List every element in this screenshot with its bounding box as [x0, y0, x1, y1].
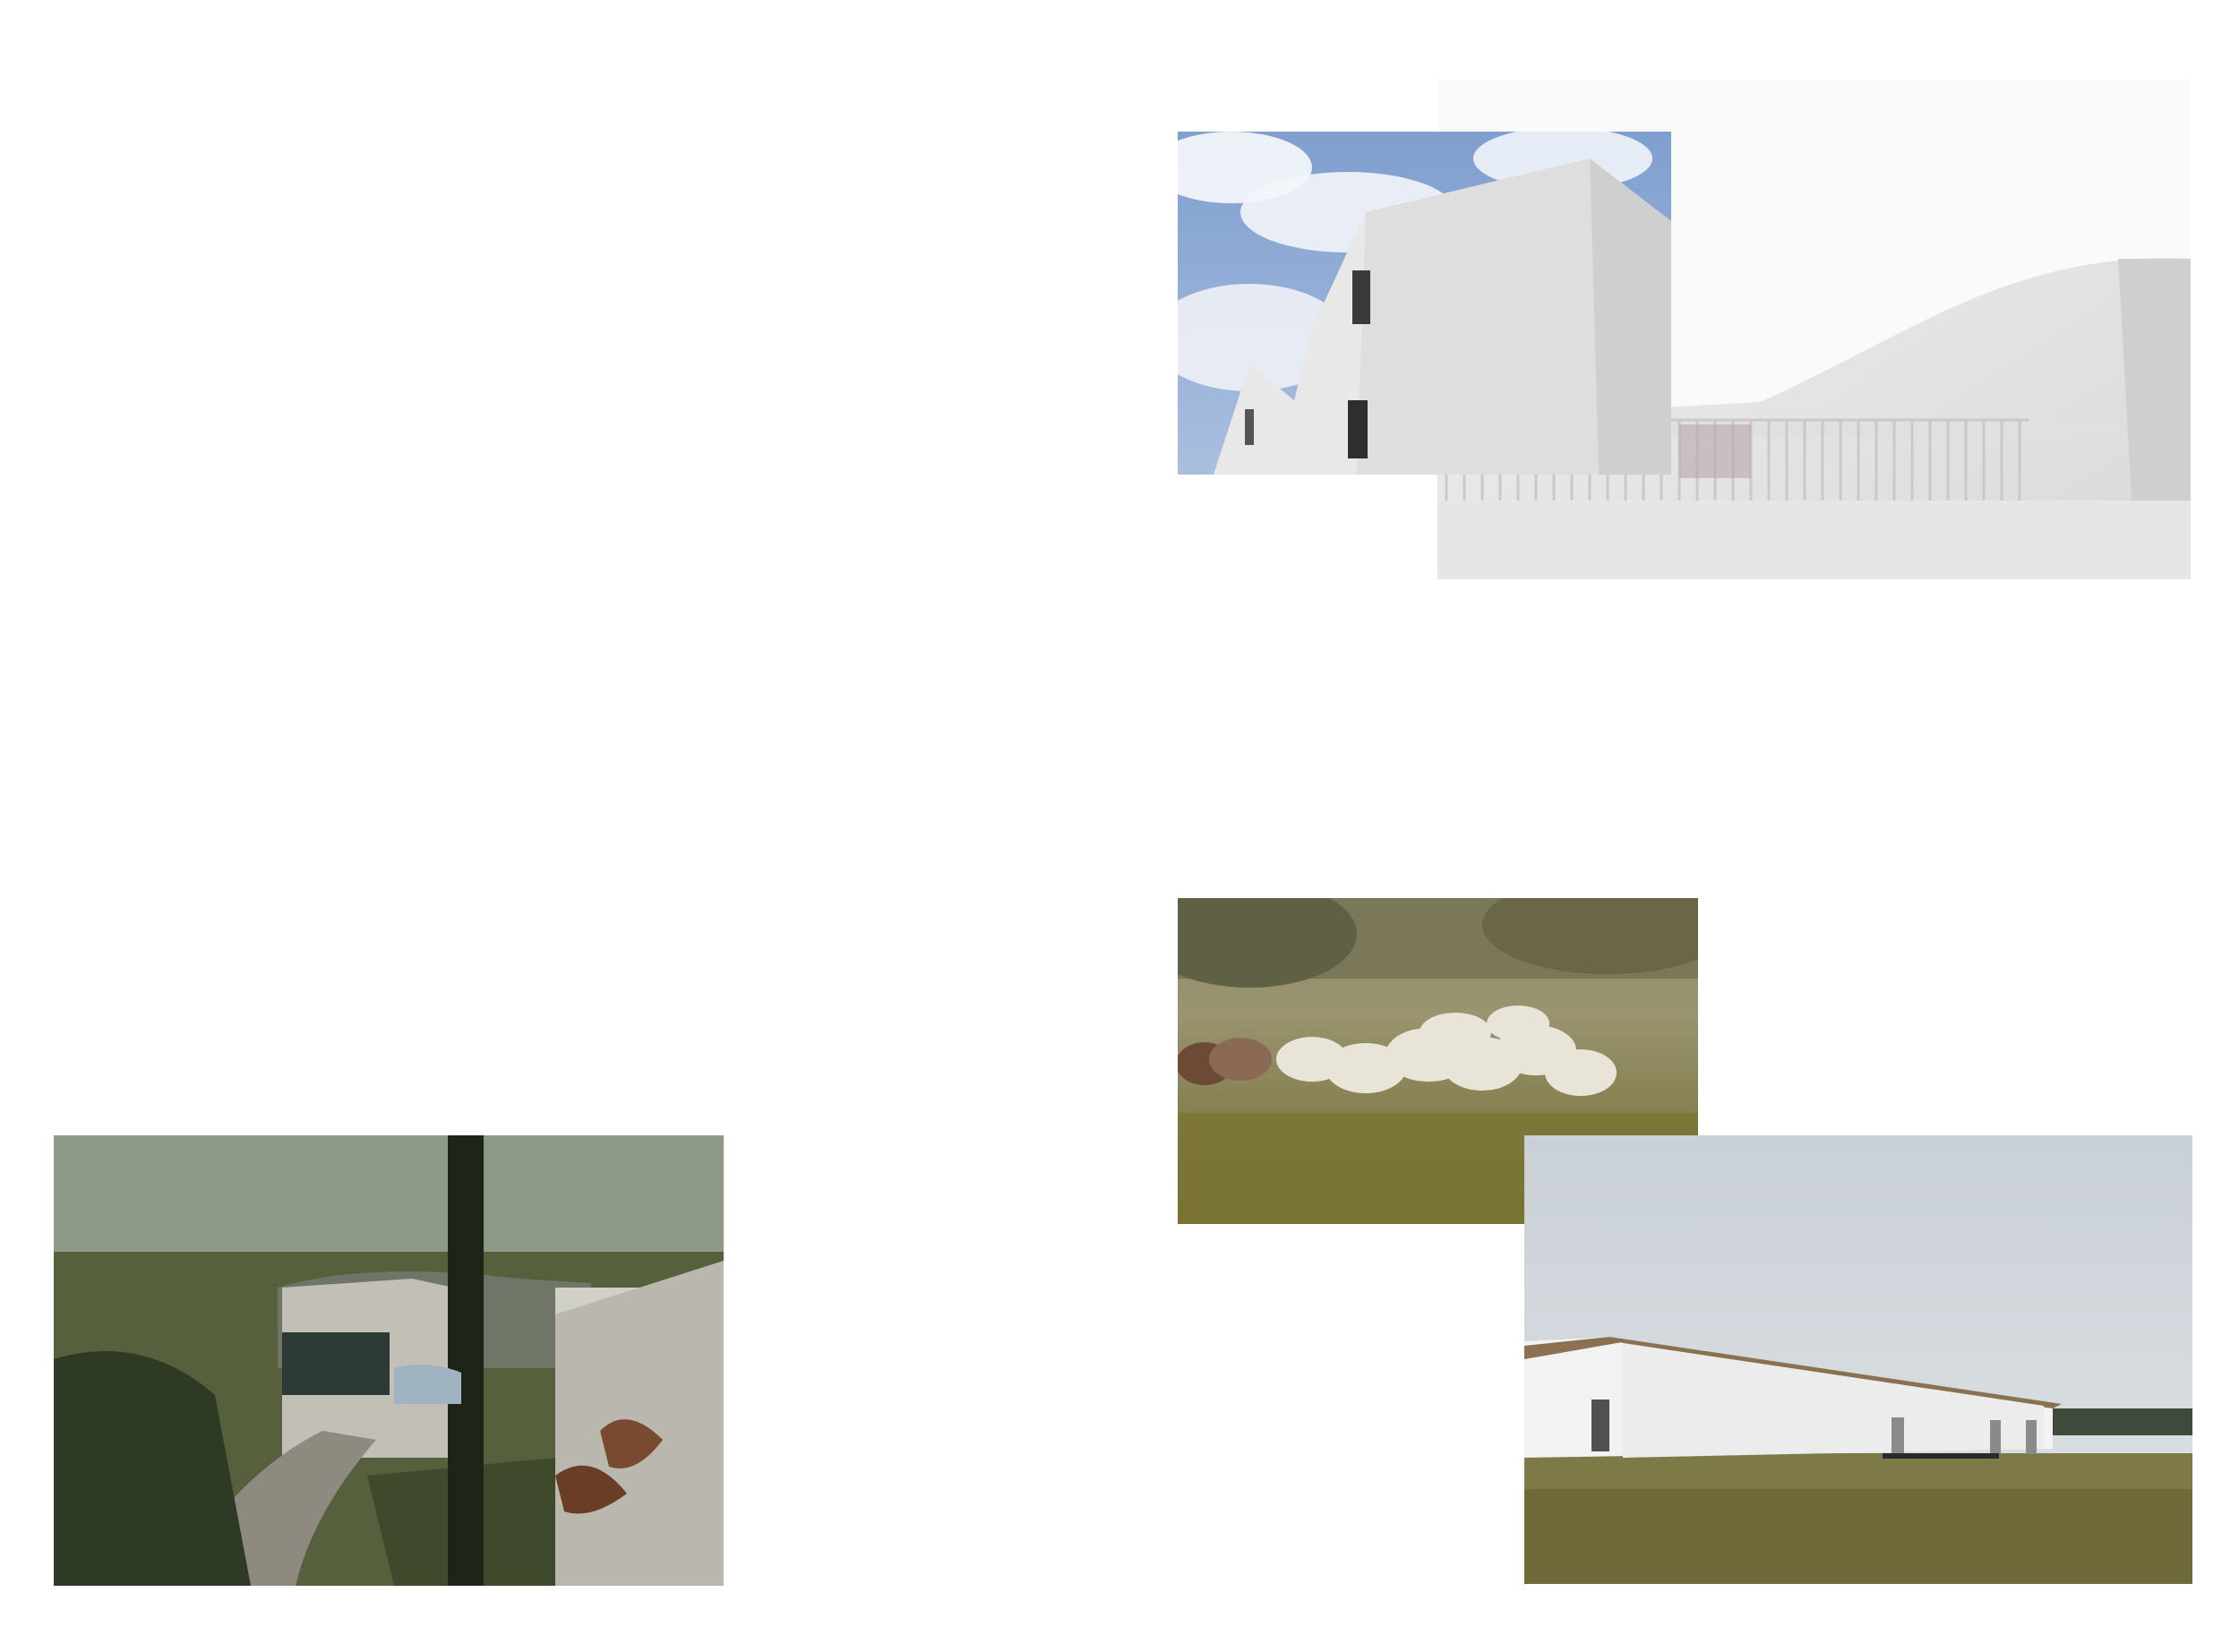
- english-paragraph-1: [55, 84, 725, 114]
- photo-barreiro-exterior: [1178, 132, 1671, 475]
- photo-casa-no-tempo: [1524, 1135, 2192, 1584]
- spanish-paragraph-1: [749, 84, 1071, 114]
- english-text-column: [55, 84, 725, 114]
- photo-canicada-path: [54, 1135, 724, 1586]
- spanish-text-column: [749, 84, 1071, 114]
